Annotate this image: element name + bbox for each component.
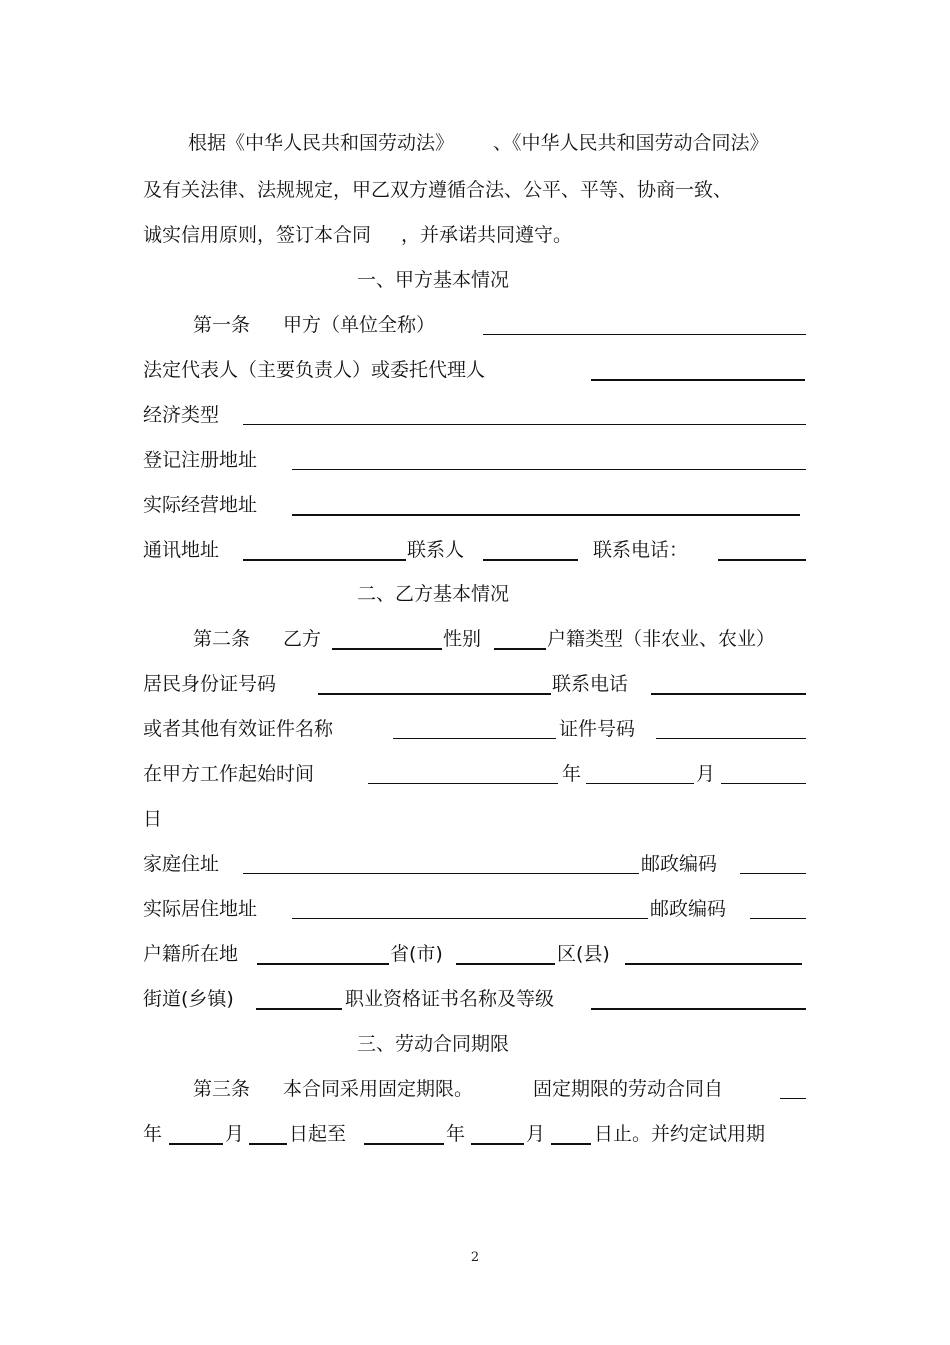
street-field[interactable]: [256, 1008, 342, 1010]
field-label: 性别: [443, 628, 482, 650]
field-label: 法定代表人（主要负责人）或委托代理人: [143, 359, 486, 381]
start-day-field[interactable]: [721, 783, 806, 784]
field-label: 固定期限的劳动合同自: [533, 1078, 724, 1100]
form-line: [143, 984, 807, 1014]
qualification-field[interactable]: [591, 1008, 806, 1010]
field-label: 居民身份证号码: [143, 673, 277, 695]
field-label: 日: [143, 808, 163, 830]
home-address-field[interactable]: [243, 873, 639, 874]
other-id-name-field[interactable]: [393, 738, 556, 739]
field-label: 实际居住地址: [143, 898, 258, 920]
field-label: 联系电话: [552, 673, 629, 695]
party-a-name-field[interactable]: [483, 334, 806, 335]
id-no-field[interactable]: [656, 738, 806, 739]
field-label: 月: [225, 1123, 245, 1145]
field-label: 或者其他有效证件名称: [143, 718, 334, 740]
home-postcode-field[interactable]: [740, 873, 806, 874]
section-heading: [143, 579, 807, 609]
intro-text: ，并承诺共同遵守。: [401, 224, 573, 246]
field-label: 乙方: [283, 628, 322, 650]
article-label: 第二条: [193, 628, 251, 650]
form-line: [143, 624, 807, 654]
field-label: 户籍类型（非农业、农业）: [547, 628, 776, 650]
field-label: 实际经营地址: [143, 494, 258, 516]
article-label: 第三条: [193, 1078, 251, 1100]
residence-postcode-field[interactable]: [750, 918, 806, 919]
field-label: 年: [562, 763, 582, 785]
contact-phone-field[interactable]: [718, 559, 806, 561]
party-b-name-field[interactable]: [332, 648, 442, 650]
field-label: 在甲方工作起始时间: [143, 763, 315, 785]
field-label: 通讯地址: [143, 539, 220, 561]
field-label: 家庭住址: [143, 853, 220, 875]
section-heading: [143, 265, 807, 295]
field-label: 月: [696, 763, 716, 785]
field-label: 日起至: [289, 1123, 347, 1145]
section-3-heading: 三、劳动合同期限: [357, 1033, 510, 1055]
form-line: [143, 759, 807, 789]
actual-address-field[interactable]: [292, 514, 800, 516]
form-line: [143, 535, 807, 565]
field-label: 年: [446, 1123, 466, 1145]
field-label: 月: [526, 1123, 546, 1145]
intro-text: 、《中华人民共和国劳动合同法》: [493, 132, 769, 154]
form-line: [143, 445, 807, 475]
form-line: [143, 1074, 807, 1104]
term-end-day-field[interactable]: [551, 1143, 591, 1145]
field-label: 登记注册地址: [143, 449, 258, 471]
term-end-month-field[interactable]: [471, 1143, 524, 1145]
field-label: 户籍所在地: [143, 943, 239, 965]
intro-text: 诚实信用原则，签订本合同: [143, 224, 372, 246]
gender-field[interactable]: [494, 648, 546, 650]
form-line: [143, 939, 807, 969]
section-1-heading: 一、甲方基本情况: [357, 269, 510, 291]
intro-line-3: [143, 220, 807, 250]
hukou-district-field[interactable]: [456, 963, 555, 965]
field-label: 街道(乡镇): [143, 988, 234, 1010]
mail-address-field[interactable]: [243, 559, 406, 561]
intro-line-2: [143, 175, 807, 205]
residence-field[interactable]: [292, 918, 648, 919]
term-start-day-field[interactable]: [249, 1143, 287, 1145]
field-label: 经济类型: [143, 404, 220, 426]
field-label: 证件号码: [559, 718, 636, 740]
field-label: 联系电话：: [593, 539, 689, 561]
section-2-heading: 二、乙方基本情况: [357, 583, 510, 605]
form-line: [143, 849, 807, 879]
intro-line-1: [143, 128, 807, 158]
hukou-province-field[interactable]: [257, 963, 389, 965]
field-label: 区(县): [557, 943, 610, 965]
hukou-street-field[interactable]: [625, 963, 802, 965]
contact-person-field[interactable]: [483, 559, 578, 561]
start-month-field[interactable]: [586, 783, 694, 784]
field-label: 联系人: [407, 539, 465, 561]
field-label: 年: [143, 1123, 163, 1145]
term-start-year-field[interactable]: [780, 1098, 806, 1099]
field-label: 省(市): [390, 943, 443, 965]
field-label: 甲方（单位全称）: [283, 314, 436, 336]
field-label: 邮政编码: [641, 853, 718, 875]
legal-rep-field[interactable]: [591, 379, 805, 381]
id-number-field[interactable]: [318, 693, 551, 695]
form-line: [143, 400, 807, 430]
econ-type-field[interactable]: [243, 424, 806, 425]
form-line: [143, 355, 807, 385]
field-label: 邮政编码: [650, 898, 727, 920]
form-line: [143, 669, 807, 699]
form-line: [143, 894, 807, 924]
field-label: 职业资格证书名称及等级: [345, 988, 555, 1010]
intro-text: 及有关法律、法规规定，甲乙双方遵循合法、公平、平等、协商一致、: [143, 179, 733, 201]
section-heading: [143, 1029, 807, 1059]
phone-field[interactable]: [651, 693, 806, 695]
field-label: 日止。并约定试用期: [594, 1123, 766, 1145]
form-line: [143, 310, 807, 340]
term-start-month-field[interactable]: [169, 1143, 223, 1145]
field-label: 本合同采用固定期限。: [283, 1078, 474, 1100]
form-line: [143, 490, 807, 520]
form-line: [143, 1119, 807, 1149]
term-end-year-field[interactable]: [364, 1143, 444, 1145]
intro-text: 根据《中华人民共和国劳动法》: [188, 132, 455, 154]
page-number: 2: [470, 1250, 480, 1265]
form-line: [143, 714, 807, 744]
article-label: 第一条: [193, 314, 251, 336]
start-year-field[interactable]: [368, 783, 558, 784]
reg-address-field[interactable]: [292, 469, 806, 470]
form-line: [143, 804, 807, 834]
